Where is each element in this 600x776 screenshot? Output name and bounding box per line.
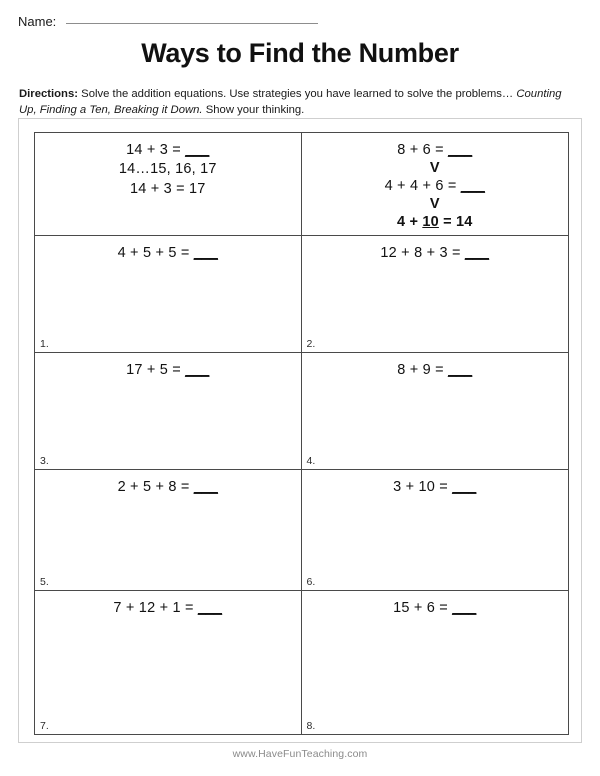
problem-number-7: 7. — [40, 720, 49, 732]
table-row — [35, 591, 568, 734]
example-equations-left — [35, 133, 301, 199]
equation-text: 7 + 12 + 1 = — [113, 600, 198, 616]
problem-number-4: 4. — [306, 455, 316, 467]
problem-equation-2 — [302, 236, 569, 263]
problem-cell-7[interactable] — [35, 591, 302, 734]
equation-text: 15 + 6 = — [393, 600, 453, 616]
problem-number-6: 6. — [306, 576, 316, 588]
example-equations-right — [302, 133, 569, 232]
example-right-eq-3-prefix: 4 + — [396, 213, 423, 230]
directions-label: Directions: — [19, 88, 79, 100]
example-right-eq-3-suffix: = 14 — [438, 213, 473, 230]
example-right-eq-2: 4 + 4 + 6 = — [384, 177, 461, 194]
name-field-row — [18, 14, 318, 29]
name-label: Name: — [18, 14, 57, 29]
down-arrow-icon: V — [429, 196, 440, 213]
problem-number-3: 3. — [40, 455, 49, 467]
equation-text: 3 + 10 = — [393, 479, 453, 495]
example-right-eq-3-ten: 10 — [422, 213, 439, 230]
problem-equation-3 — [35, 353, 301, 380]
problem-equation-8 — [302, 591, 569, 618]
answer-blank: ___ — [448, 142, 473, 158]
problem-number-5: 5. — [40, 576, 49, 588]
name-input-line[interactable] — [66, 23, 318, 24]
problem-cell-1[interactable] — [35, 236, 302, 352]
directions-part-1: Solve the addition equations. Use strategies you have learned to solve the problems… — [78, 88, 517, 100]
problem-number-1: 1. — [40, 338, 49, 350]
problem-equation-6 — [302, 470, 569, 497]
directions-part-2: Show your thinking. — [202, 104, 305, 117]
example-right-line-2 — [302, 177, 569, 196]
problem-number-2: 2. — [306, 338, 316, 350]
problem-cell-2[interactable] — [302, 236, 569, 352]
table-row — [35, 353, 568, 470]
table-row-examples — [35, 133, 568, 236]
example-right-eq-1: 8 + 6 = — [397, 142, 449, 158]
table-row — [35, 470, 568, 591]
equation-text: 2 + 5 + 8 = — [117, 479, 194, 495]
answer-blank: ___ — [460, 177, 485, 194]
page-title: Ways to Find the Number — [141, 38, 459, 68]
equation-text: 8 + 9 = — [397, 362, 449, 378]
directions-strategies: Counting Up, Finding a Ten, Breaking it Down. — [19, 88, 562, 117]
answer-blank: ___ — [193, 245, 218, 261]
answer-blank: ___ — [452, 600, 477, 616]
equation-text: 4 + 5 + 5 = — [117, 245, 194, 261]
problem-cell-6[interactable] — [302, 470, 569, 590]
answer-blank: ___ — [185, 142, 210, 158]
example-cell-counting-up — [35, 133, 302, 235]
example-line-2: 14…15, 16, 17 — [118, 161, 217, 178]
problem-cell-8[interactable] — [302, 591, 569, 734]
equation-text: 17 + 5 = — [126, 362, 186, 378]
problem-equation-7 — [35, 591, 301, 618]
problem-cell-5[interactable] — [35, 470, 302, 590]
example-cell-making-ten — [302, 133, 569, 235]
equation-text: 12 + 8 + 3 = — [380, 245, 465, 261]
problem-cell-4[interactable] — [302, 353, 569, 469]
problem-equation-4 — [302, 353, 569, 380]
problem-cell-3[interactable] — [35, 353, 302, 469]
problem-equation-5 — [35, 470, 301, 497]
answer-blank: ___ — [452, 479, 477, 495]
example-right-line-1 — [302, 141, 569, 160]
table-row — [35, 236, 568, 353]
footer-website: www.HaveFunTeaching.com — [232, 748, 368, 760]
answer-blank: ___ — [193, 479, 218, 495]
answer-blank: ___ — [185, 362, 210, 378]
problem-equation-1 — [35, 236, 301, 263]
answer-blank: ___ — [448, 362, 473, 378]
example-line-1 — [35, 141, 301, 160]
problem-number-8: 8. — [306, 720, 316, 732]
example-right-line-3 — [302, 213, 569, 232]
answer-blank: ___ — [197, 600, 223, 616]
directions-text — [19, 86, 582, 118]
example-line-3: 14 + 3 = 17 — [129, 180, 206, 197]
down-arrow-icon: V — [429, 160, 440, 177]
answer-blank: ___ — [464, 245, 490, 261]
example-left-eq-1: 14 + 3 = — [126, 142, 186, 158]
problems-table — [34, 132, 569, 735]
